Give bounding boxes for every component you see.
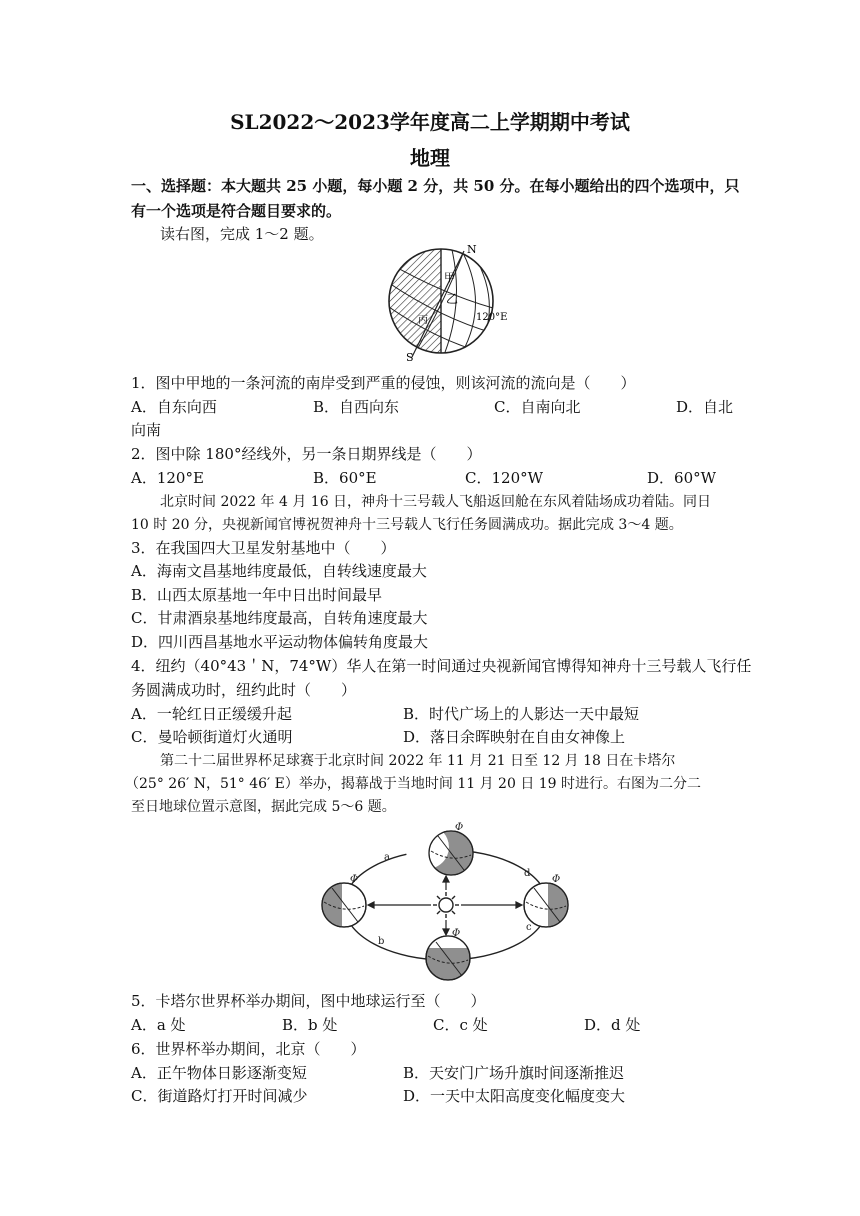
q6-option-b: B．天安门广场升旗时间逐渐推迟	[403, 1064, 625, 1082]
q2-option-b: B．60°E	[313, 469, 377, 487]
globe-figure	[384, 243, 514, 365]
phi-label-right: Φ	[552, 874, 561, 885]
q4-stem-line2: 务圆满成功时，纽约此时（ ）	[131, 681, 357, 699]
orbit-label-c: c	[526, 922, 532, 933]
q5-option-c: C．c 处	[433, 1016, 488, 1034]
north-label: N	[467, 243, 477, 256]
intro-q1-2: 读右图，完成 1～2 题。	[160, 225, 324, 243]
phi-label-left: Φ	[350, 874, 359, 885]
q4-option-d: D．落日余晖映射在自由女神像上	[403, 728, 626, 746]
bing-label: 丙	[418, 315, 428, 326]
orbit-figure	[318, 818, 574, 988]
q5-option-a: A．a 处	[131, 1016, 186, 1034]
q5-option-b: B．b 处	[282, 1016, 338, 1034]
section-instructions-line2: 有一个选项是符合题目要求的。	[131, 202, 342, 220]
q3-option-b: B．山西太原基地一年中日出时间最早	[131, 586, 383, 604]
q5-option-d: D．d 处	[584, 1016, 641, 1034]
passage-3-4-line2: 10 时 20 分，央视新闻官博祝贺神舟十三号载人飞行任务圆满成功。据此完成 3～4 题。	[131, 517, 683, 533]
phi-label-bottom: Φ	[452, 928, 461, 939]
q1-option-c: C．自南向北	[494, 398, 581, 416]
orbit-label-a: a	[384, 852, 390, 863]
q1-option-b: B．自西向东	[313, 398, 400, 416]
south-label: S	[406, 351, 414, 364]
jia-label: 甲	[444, 271, 455, 284]
q2-option-a: A．120°E	[131, 469, 204, 487]
q6-option-a: A．正午物体日影逐渐变短	[131, 1064, 307, 1082]
orbit-label-b: b	[378, 936, 385, 947]
q4-option-a: A．一轮红日正缓缓升起	[131, 705, 292, 723]
yi-label: 乙	[446, 292, 459, 306]
earth-left	[322, 883, 366, 927]
q1-option-a: A．自东向西	[131, 398, 217, 416]
q3-option-a: A．海南文昌基地纬度最低，自转线速度最大	[131, 562, 427, 580]
q6-stem: 6．世界杯举办期间，北京（ ）	[131, 1040, 366, 1058]
q6-option-c: C．街道路灯打开时间减少	[131, 1087, 308, 1105]
q3-option-d: D．四川西昌基地水平运动物体偏转角度最大	[131, 633, 429, 651]
q2-option-c: C．120°W	[465, 469, 544, 487]
q3-stem: 3．在我国四大卫星发射基地中（ ）	[131, 539, 396, 557]
q4-option-b: B．时代广场上的人影达一天中最短	[403, 705, 640, 723]
sun-icon	[433, 892, 459, 918]
q2-option-d: D．60°W	[647, 469, 717, 487]
subject-title: 地理	[410, 146, 450, 170]
passage-3-4-line1: 北京时间 2022 年 4 月 16 日，神舟十三号载人飞船返回舱在东风着陆场成功着陆。同日	[160, 494, 712, 510]
q4-stem-line1: 4．纽约（40°43＇N，74°W）华人在第一时间通过央视新闻官博得知神舟十三号载人飞行任	[131, 657, 752, 675]
night-hemisphere	[384, 243, 441, 365]
section-instructions-line1: 一、选择题：本大题共 25 小题，每小题 2 分，共 50 分。在每小题给出的四个选项中，只	[131, 177, 740, 195]
passage-5-6-line2: （25° 26′ N，51° 46′ E）举办，揭幕战于当地时间 11 月 20 日 19 时进行。右图为二分二	[125, 776, 702, 792]
phi-label-top: Φ	[455, 822, 464, 833]
longitude-label: 120°E	[476, 312, 508, 323]
q1-option-d: D．自北	[676, 398, 734, 416]
q5-stem: 5．卡塔尔世界杯举办期间，图中地球运行至（ ）	[131, 992, 486, 1010]
orbit-label-d: d	[524, 868, 531, 879]
q4-option-c: C．曼哈顿街道灯火通明	[131, 728, 293, 746]
q3-option-c: C．甘肃酒泉基地纬度最高，自转角速度最大	[131, 609, 428, 627]
passage-5-6-line3: 至日地球位置示意图，据此完成 5～6 题。	[131, 799, 396, 815]
passage-5-6-line1: 第二十二届世界杯足球赛于北京时间 2022 年 11 月 21 日至 12 月 18 日在卡塔尔	[160, 753, 676, 769]
q1-option-d-wrap: 向南	[131, 421, 162, 439]
exam-title: SL2022～2023学年度高二上学期期中考试	[230, 110, 630, 134]
earth-right	[524, 883, 570, 927]
q1-stem: 1．图中甲地的一条河流的南岸受到严重的侵蚀，则该河流的流向是（ ）	[131, 374, 636, 392]
q6-option-d: D．一天中太阳高度变化幅度变大	[403, 1087, 626, 1105]
earth-bottom	[426, 936, 470, 980]
q2-stem: 2．图中除 180°经线外，另一条日期界线是（ ）	[131, 445, 482, 463]
